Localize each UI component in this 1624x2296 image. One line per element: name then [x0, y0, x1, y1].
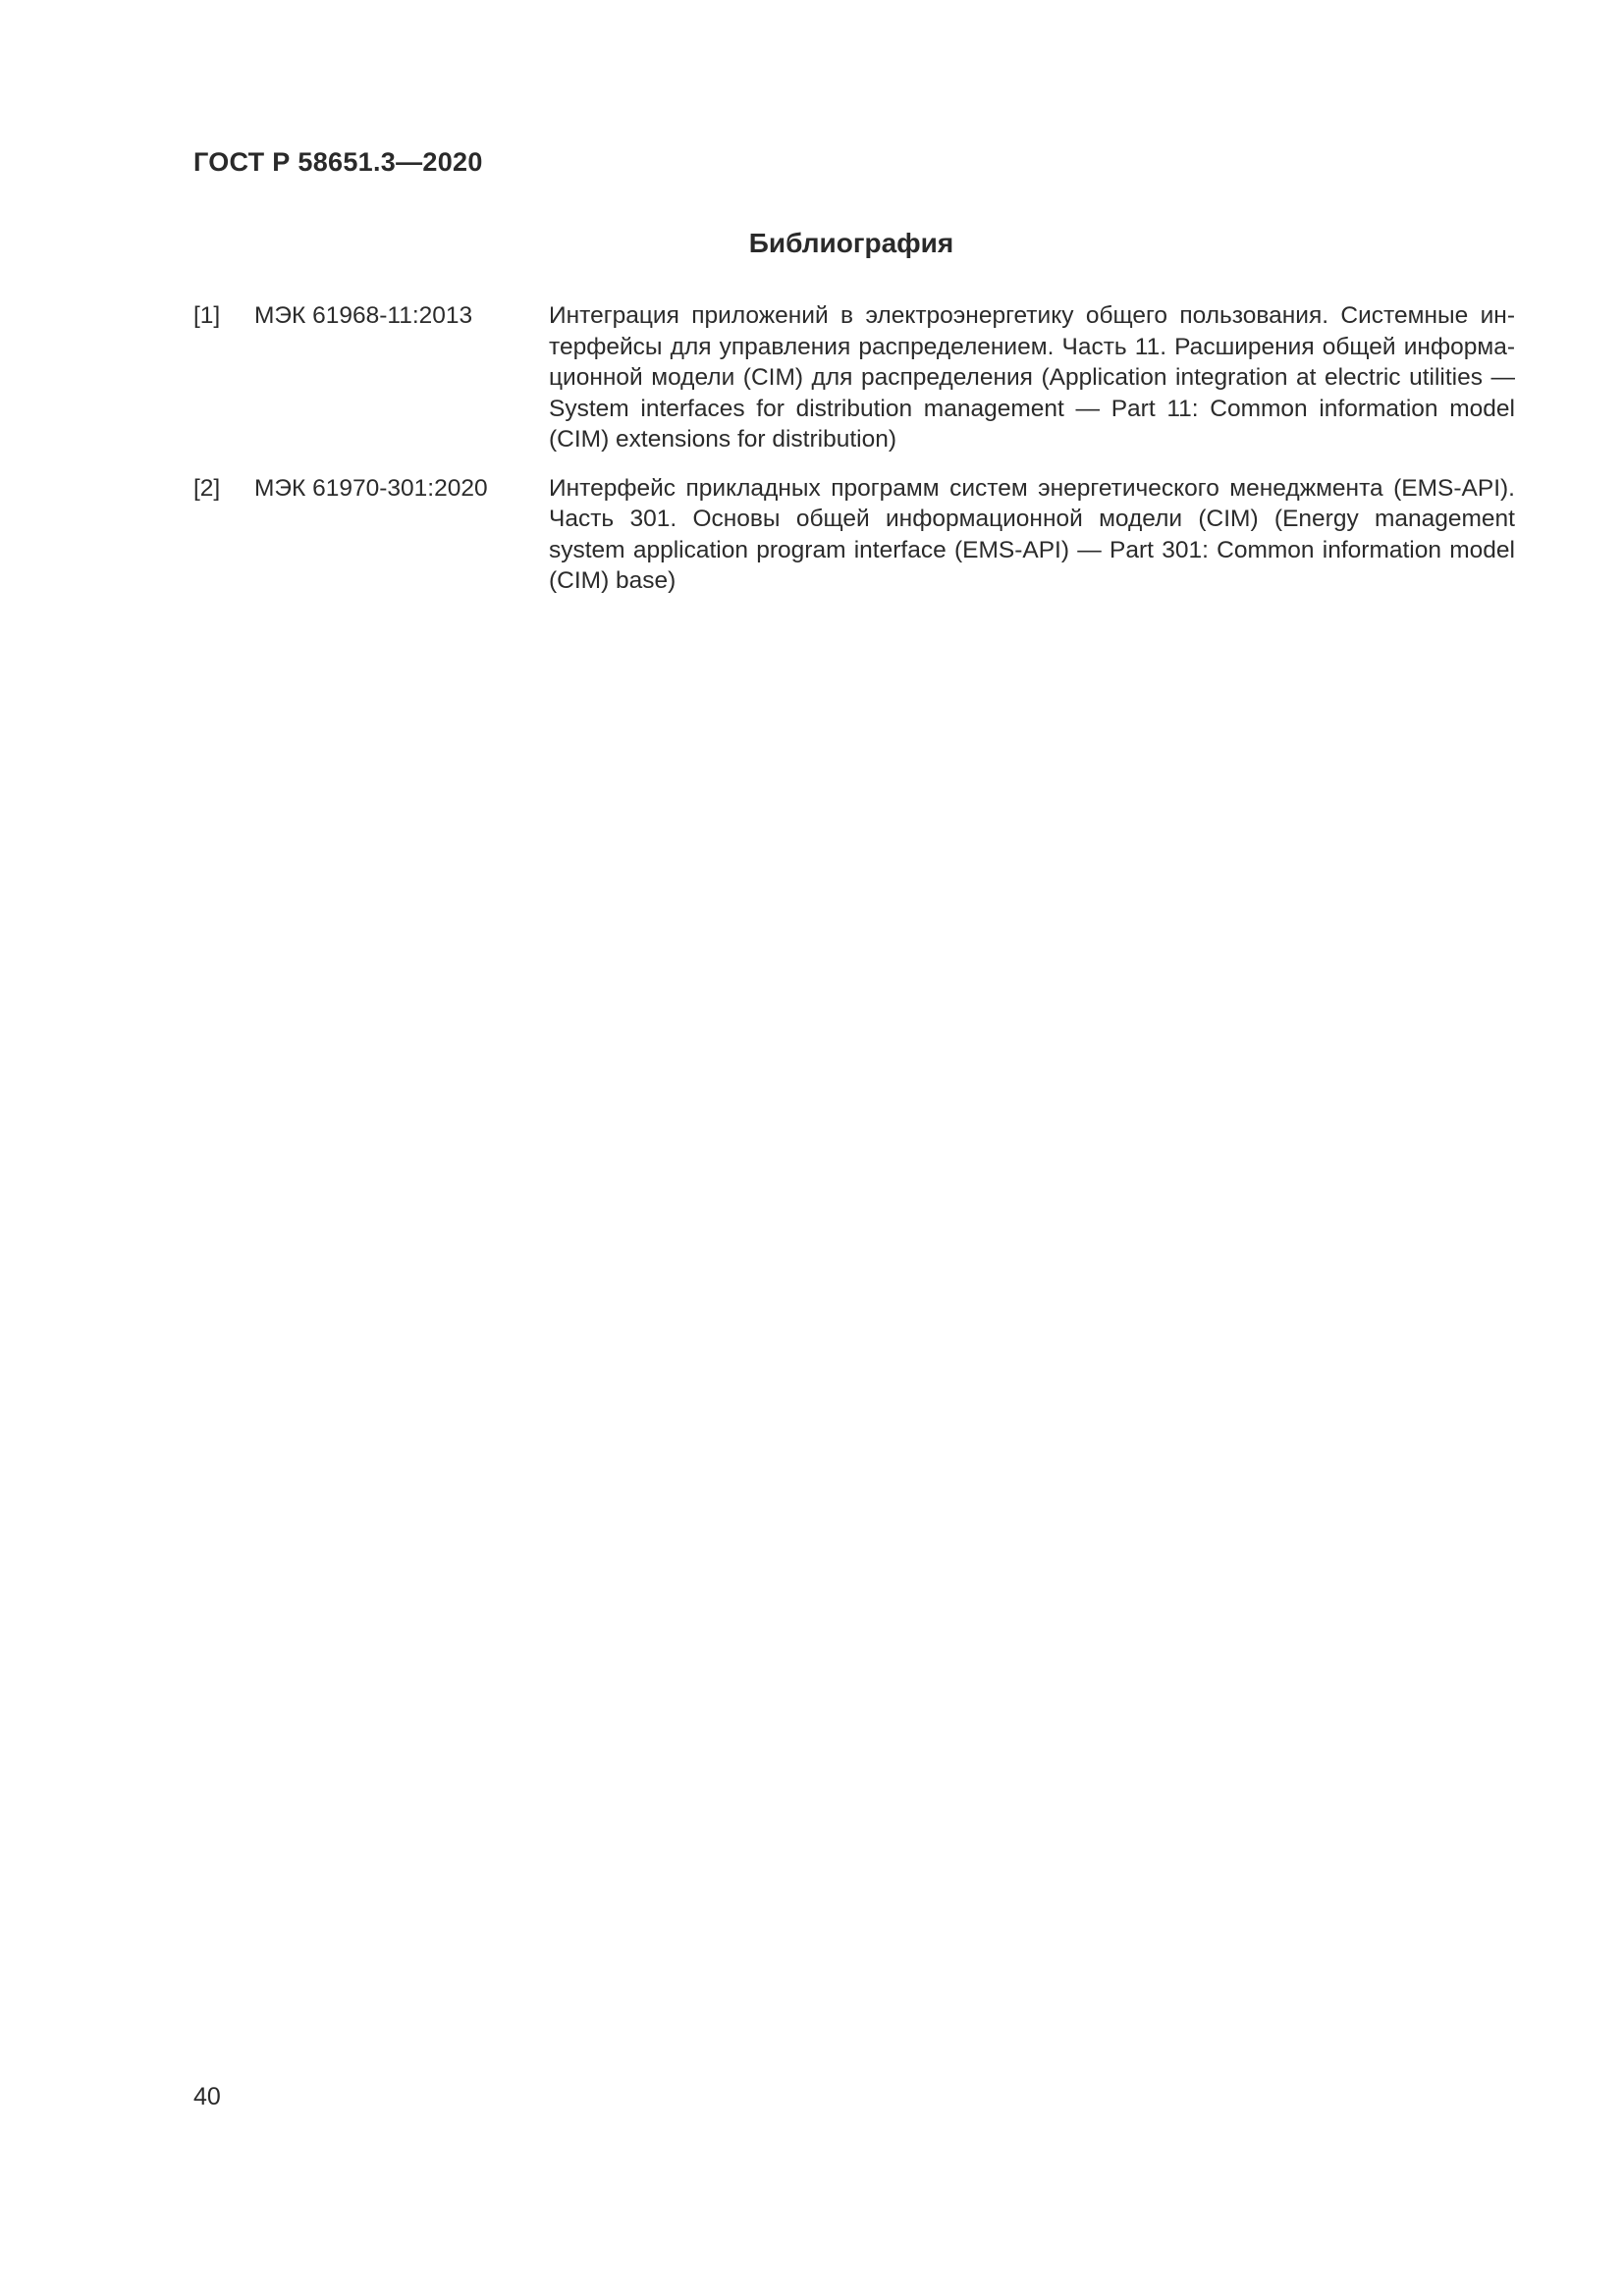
entry-standard-code: МЭК 61968-11:2013 [254, 302, 473, 329]
bibliography-entry [193, 300, 1515, 455]
section-title: Библиография [748, 228, 954, 258]
entry-standard-code: МЭК 61970-301:2020 [254, 474, 488, 502]
entry-number: [2] [193, 474, 221, 502]
entry-title: Интерфейс прикладных программ систем энергетического менеджмента (EMS-API). Часть 301. Основы общей информационной модели (CIM) (Energy management system application program interface (EMS-API) — Part 301: Common information model (CIM) base) [549, 474, 1515, 594]
entry-title: Интеграция приложений в электроэнергетику общего пользования. Системные интерфейсы для управления распределением. Часть 11. Расширения общей информационной модели (CIM) для распределения (Application integration at electric utilities — System interfaces for distribution management — Part 11: Common information model (CIM) extensions for distribution) [549, 302, 1515, 453]
entry-number: [1] [193, 302, 221, 329]
page-number: 40 [193, 2083, 221, 2110]
standard-designation: ГОСТ Р 58651.3—2020 [193, 147, 483, 177]
bibliography-entry [193, 473, 1515, 597]
bibliography-list [193, 300, 1515, 614]
